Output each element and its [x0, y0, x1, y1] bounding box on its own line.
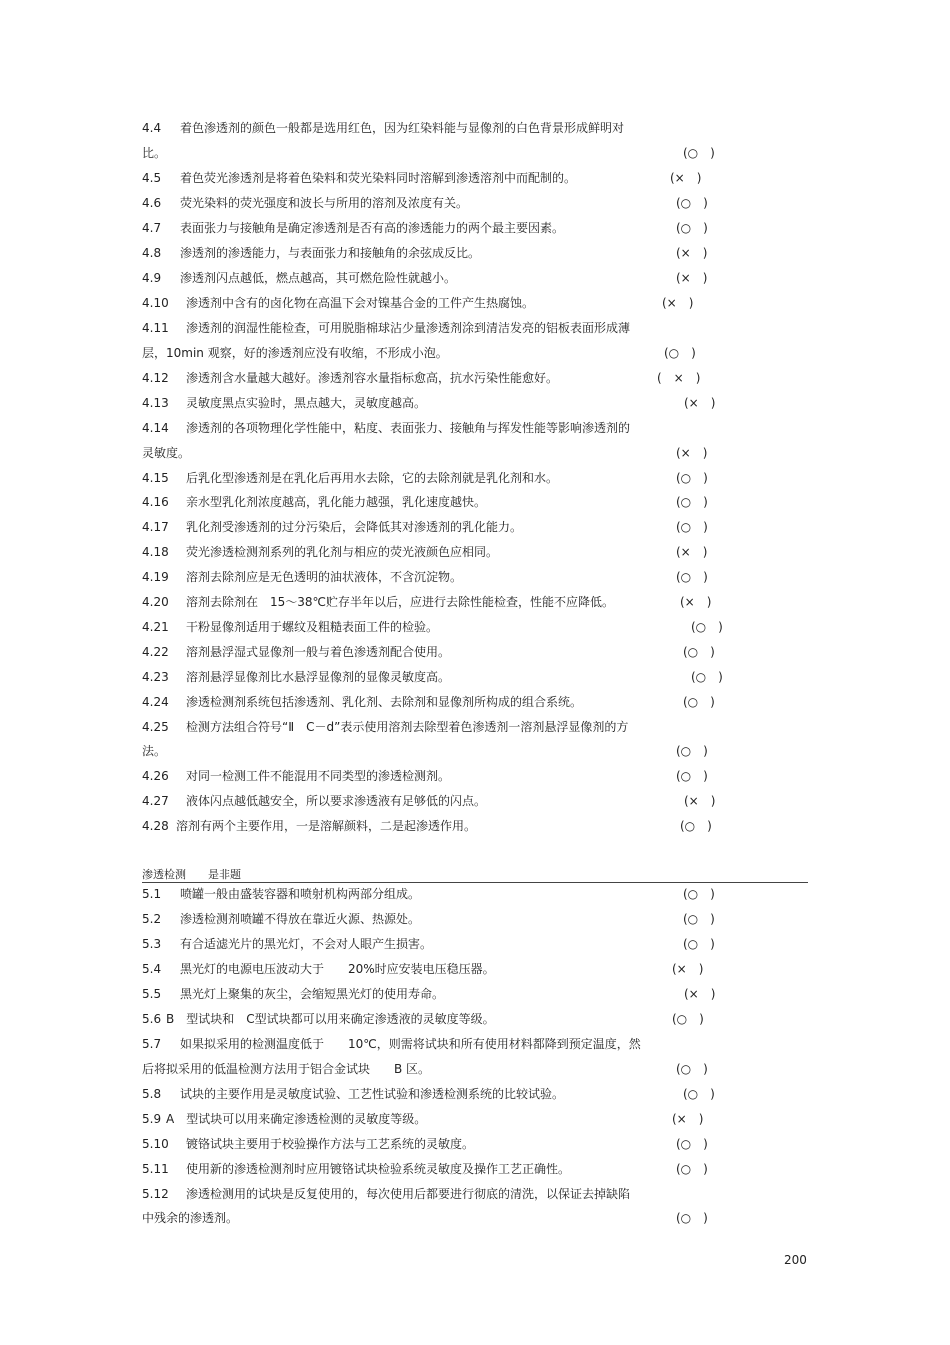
item-number: 4.9 [142, 271, 162, 285]
item-text: 灵敏度黑点实验时，黑点越大，灵敏度越高。 [186, 396, 427, 410]
item-number: 5.9 [142, 1112, 162, 1126]
item-number: 4.6 [142, 196, 162, 210]
item-line [142, 1011, 495, 1027]
item-line [142, 145, 166, 161]
item-line [142, 669, 450, 685]
item-text: 渗透剂的润湿性能检查，可用脱脂棉球沾少量渗透剂涂到清洁发亮的铝板表面形成薄 [186, 321, 631, 335]
item-line [142, 594, 614, 610]
item-line [142, 519, 522, 535]
item-text: 黑光灯的电源电压波动大于 20%时应安装电压稳压器。 [180, 962, 495, 976]
item-number: 4.25 [142, 720, 169, 734]
item-answer: (× ) [680, 595, 712, 609]
item-answer: (× ) [676, 271, 708, 285]
item-number: 4.24 [142, 695, 169, 709]
item-text: 着色荧光渗透剂是将着色染料和荧光染料同时溶解到渗透溶剂中而配制的。 [180, 171, 577, 185]
item-line [142, 818, 476, 834]
item-number: 5.2 [142, 912, 162, 926]
item-text: 使用新的渗透检测剂时应用镀铬试块检验系统灵敏度及操作工艺正确性。 [186, 1162, 571, 1176]
item-line [142, 1210, 238, 1226]
item-line [142, 768, 450, 784]
item-answer: (○ ) [680, 819, 712, 833]
item-line [142, 445, 190, 461]
item-answer: ( × ) [657, 371, 701, 385]
item-number: 5.11 [142, 1162, 169, 1176]
item-line [142, 544, 498, 560]
item-answer: (○ ) [676, 744, 708, 758]
item-line [142, 1136, 474, 1152]
item-answer: (× ) [662, 296, 694, 310]
item-number: 4.13 [142, 396, 169, 410]
item-line [142, 743, 166, 759]
item-line [142, 619, 438, 635]
item-text: 后乳化型渗透剂是在乳化后再用水去除，它的去除剂就是乳化剂和水。 [186, 471, 559, 485]
item-text: 镀铬试块主要用于校验操作方法与工艺系统的灵敏度。 [186, 1137, 475, 1151]
item-answer: (○ ) [664, 346, 696, 360]
item-line [142, 793, 486, 809]
item-line [142, 345, 448, 361]
item-number: 4.23 [142, 670, 169, 684]
section-divider [142, 882, 808, 883]
item-line [142, 911, 420, 927]
item-text: 渗透剂的渗透能力，与表面张力和接触角的余弦成反比。 [180, 246, 481, 260]
item-line [142, 120, 624, 136]
item-line [142, 1186, 630, 1202]
item-number: 5.10 [142, 1137, 169, 1151]
item-line [142, 370, 558, 386]
item-text: 喷罐一般由盛装容器和喷射机构两部分组成。 [180, 887, 421, 901]
item-answer: (○ ) [683, 645, 715, 659]
item-answer: (○ ) [676, 471, 708, 485]
item-text: 比。 [142, 146, 167, 160]
item-line [142, 1036, 641, 1052]
item-line [142, 1086, 564, 1102]
item-text: 后将拟采用的低温检测方法用于铝合金试块 B 区。 [142, 1062, 431, 1076]
item-answer: (○ ) [676, 1062, 708, 1076]
item-text: 渗透检测用的试块是反复使用的，每次使用后都要进行彻底的清洗，以保证去掉缺陷 [186, 1187, 631, 1201]
page-number: 200 [784, 1253, 807, 1267]
item-text: 溶剂去除剂应是无色透明的油状液体，不含沉淀物。 [186, 570, 463, 584]
item-line [142, 1111, 426, 1127]
item-text: 溶剂悬浮湿式显像剂一般与着色渗透剂配合使用。 [186, 645, 451, 659]
item-text: 荧光染料的荧光强度和波长与所用的溶剂及浓度有关。 [180, 196, 469, 210]
item-answer: (○ ) [683, 695, 715, 709]
item-line [142, 569, 462, 585]
item-text: 对同一检测工件不能混用不同类型的渗透检测剂。 [186, 769, 451, 783]
item-line [142, 494, 486, 510]
item-line [142, 961, 495, 977]
item-answer: (○ ) [676, 221, 708, 235]
item-number: 5.4 [142, 962, 162, 976]
item-answer: (× ) [672, 962, 704, 976]
item-line [142, 295, 534, 311]
item-line [142, 470, 558, 486]
item-answer: (○ ) [691, 620, 723, 634]
item-text: 着色渗透剂的颜色一般都是选用红色，因为红染料能与显像剂的白色背景形成鲜明对 [180, 121, 625, 135]
item-text: 法。 [142, 744, 167, 758]
item-answer: (○ ) [683, 937, 715, 951]
item-text: 溶剂有两个主要作用，一是溶解颜料，二是起渗透作用。 [176, 819, 477, 833]
item-text: 渗透检测剂系统包括渗透剂、乳化剂、去除剂和显像剂所构成的组合系统。 [186, 695, 583, 709]
item-answer: (○ ) [683, 912, 715, 926]
item-line [142, 395, 426, 411]
item-text: B 型试块和 C型试块都可以用来确定渗透液的灵敏度等级。 [166, 1012, 495, 1026]
item-text: 渗透剂闪点越低，燃点越高，其可燃危险性就越小。 [180, 271, 457, 285]
item-number: 4.26 [142, 769, 169, 783]
item-text: 有合适滤光片的黑光灯，不会对人眼产生损害。 [180, 937, 433, 951]
item-answer: (× ) [672, 1112, 704, 1126]
item-number: 5.7 [142, 1037, 162, 1051]
item-number: 4.5 [142, 171, 162, 185]
item-answer: (× ) [684, 794, 716, 808]
item-text: 溶剂悬浮显像剂比水悬浮显像剂的显像灵敏度高。 [186, 670, 451, 684]
item-answer: (○ ) [676, 1211, 708, 1225]
item-number: 4.19 [142, 570, 169, 584]
item-answer: (○ ) [676, 495, 708, 509]
item-text: A 型试块可以用来确定渗透检测的灵敏度等级。 [166, 1112, 427, 1126]
item-answer: (× ) [676, 545, 708, 559]
item-line [142, 886, 420, 902]
item-line [142, 420, 630, 436]
item-number: 4.15 [142, 471, 169, 485]
item-answer: (× ) [676, 246, 708, 260]
item-text: 表面张力与接触角是确定渗透剂是否有高的渗透能力的两个最主要因素。 [180, 221, 565, 235]
section-header: 渗透检测 是非题 [142, 868, 241, 881]
item-line [142, 719, 628, 735]
item-number: 4.12 [142, 371, 169, 385]
item-number: 5.3 [142, 937, 162, 951]
item-answer: (○ ) [676, 196, 708, 210]
item-line [142, 936, 432, 952]
item-text: 黑光灯上聚集的灰尘，会缩短黑光灯的使用寿命。 [180, 987, 445, 1001]
item-answer: (× ) [670, 171, 702, 185]
item-answer: (○ ) [676, 1162, 708, 1176]
item-line [142, 270, 456, 286]
item-line [142, 694, 582, 710]
item-answer: (× ) [684, 987, 716, 1001]
item-line [142, 986, 444, 1002]
item-answer: (○ ) [676, 570, 708, 584]
item-answer: (× ) [676, 446, 708, 460]
item-number: 4.16 [142, 495, 169, 509]
item-answer: (○ ) [676, 1137, 708, 1151]
item-number: 4.17 [142, 520, 169, 534]
item-answer: (○ ) [691, 670, 723, 684]
item-line [142, 320, 630, 336]
item-line [142, 644, 450, 660]
item-line [142, 195, 468, 211]
item-number: 4.18 [142, 545, 169, 559]
item-text: 渗透剂的各项物理化学性能中，粘度、表面张力、接触角与挥发性能等影响渗透剂的 [186, 421, 631, 435]
item-number: 5.6 [142, 1012, 162, 1026]
item-line [142, 220, 564, 236]
item-text: 溶剂去除剂在 15～38℃贮存半年以后，应进行去除性能检查，性能不应降低。 [186, 595, 615, 609]
item-text: 检测方法组合符号“Ⅱ C－d”表示使用溶剂去除型着色渗透剂一溶剂悬浮显像剂的方 [186, 720, 629, 734]
item-text: 渗透剂中含有的卤化物在高温下会对镍基合金的工件产生热腐蚀。 [186, 296, 535, 310]
item-text: 干粉显像剂适用于螺纹及粗糙表面工件的检验。 [186, 620, 439, 634]
item-number: 5.5 [142, 987, 162, 1001]
item-number: 4.22 [142, 645, 169, 659]
item-text: 渗透剂含水量越大越好。渗透剂容水量指标愈高，抗水污染性能愈好。 [186, 371, 559, 385]
item-answer: (○ ) [672, 1012, 704, 1026]
item-answer: (○ ) [676, 769, 708, 783]
item-text: 液体闪点越低越安全，所以要求渗透液有足够低的闪点。 [186, 794, 487, 808]
item-number: 4.11 [142, 321, 169, 335]
item-number: 5.12 [142, 1187, 169, 1201]
item-number: 4.4 [142, 121, 162, 135]
item-text: 灵敏度。 [142, 446, 191, 460]
item-line [142, 1061, 430, 1077]
item-line [142, 245, 480, 261]
item-number: 4.7 [142, 221, 162, 235]
item-text: 亲水型乳化剂浓度越高，乳化能力越强，乳化速度越快。 [186, 495, 487, 509]
item-number: 4.10 [142, 296, 169, 310]
item-text: 层，10min 观察，好的渗透剂应没有收缩，不形成小泡。 [142, 346, 448, 360]
item-answer: (○ ) [676, 520, 708, 534]
item-number: 4.8 [142, 246, 162, 260]
item-number: 4.20 [142, 595, 169, 609]
item-text: 乳化剂受渗透剂的过分污染后，会降低其对渗透剂的乳化能力。 [186, 520, 523, 534]
item-answer: (○ ) [683, 1087, 715, 1101]
item-line [142, 1161, 570, 1177]
item-number: 5.1 [142, 887, 162, 901]
item-number: 4.28 [142, 819, 169, 833]
item-answer: (○ ) [683, 887, 715, 901]
item-line [142, 170, 576, 186]
item-text: 荧光渗透检测剂系列的乳化剂与相应的荧光液颜色应相同。 [186, 545, 499, 559]
item-number: 4.14 [142, 421, 169, 435]
item-number: 5.8 [142, 1087, 162, 1101]
item-number: 4.27 [142, 794, 169, 808]
item-number: 4.21 [142, 620, 169, 634]
item-text: 如果拟采用的检测温度低于 10℃，则需将试块和所有使用材料都降到预定温度，然 [180, 1037, 641, 1051]
item-text: 试块的主要作用是灵敏度试验、工艺性试验和渗透检测系统的比较试验。 [180, 1087, 565, 1101]
item-answer: (× ) [684, 396, 716, 410]
item-text: 中残余的渗透剂。 [142, 1211, 239, 1225]
item-answer: (○ ) [683, 146, 715, 160]
item-text: 渗透检测剂喷罐不得放在靠近火源、热源处。 [180, 912, 421, 926]
